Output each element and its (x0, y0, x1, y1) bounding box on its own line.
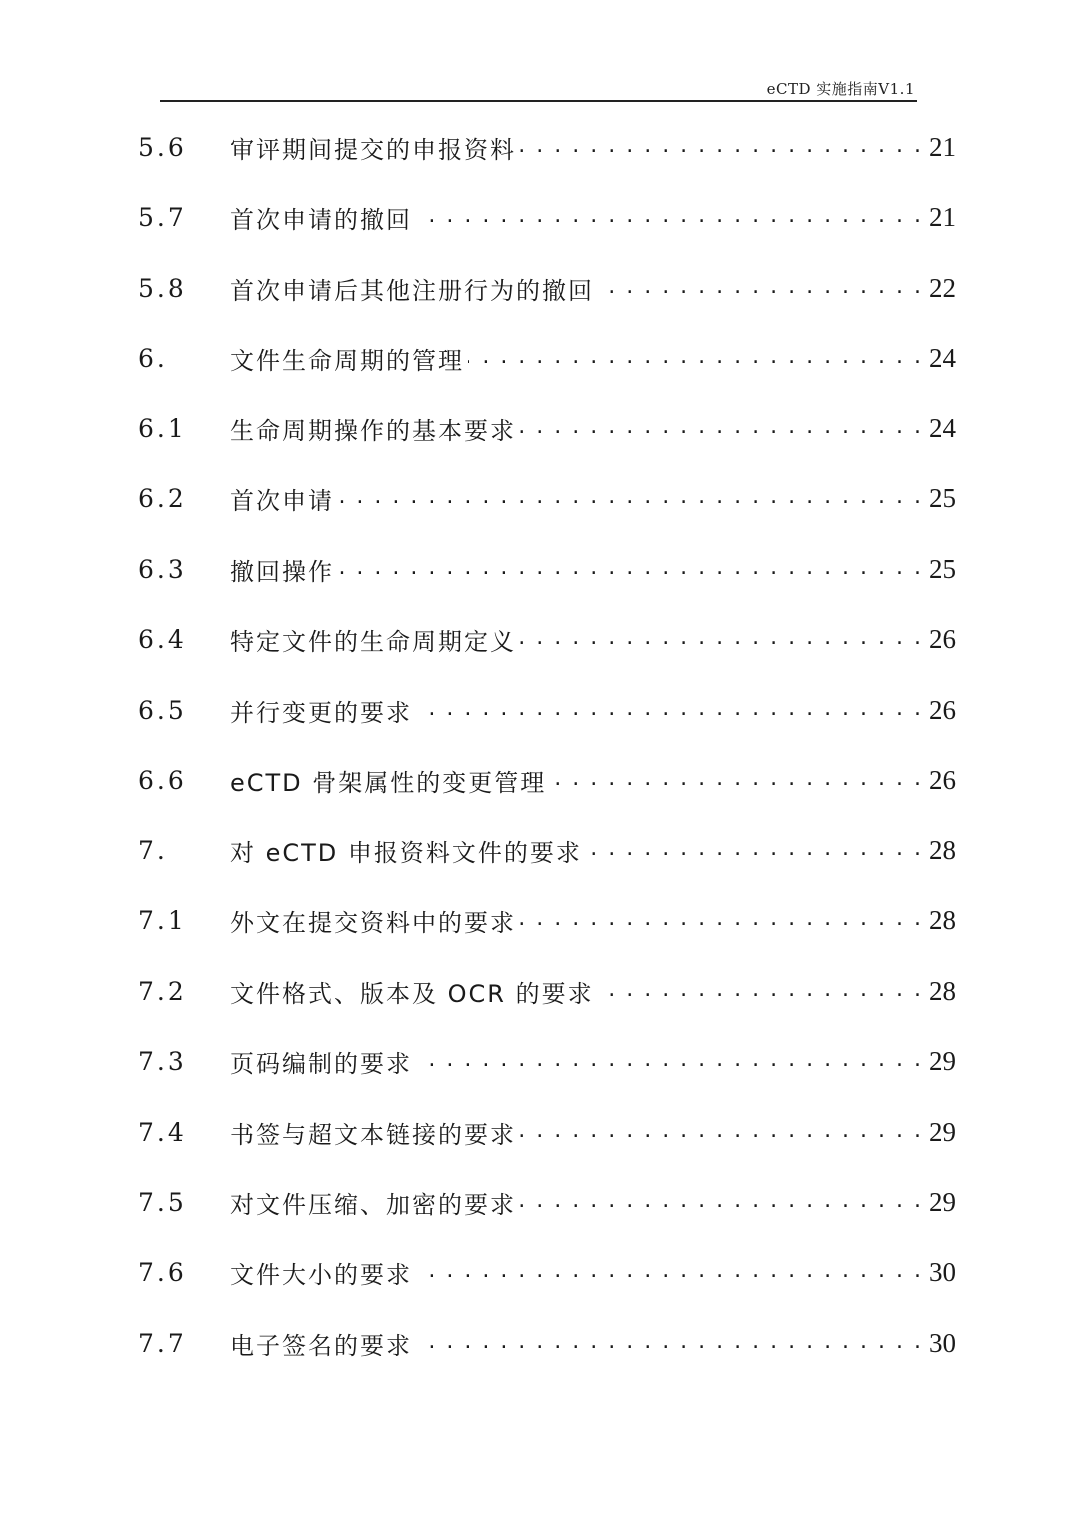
toc-entry[interactable] (138, 478, 956, 518)
toc-entry-number: 7.7 (138, 1328, 187, 1358)
toc-entry[interactable] (138, 900, 956, 940)
toc-entry[interactable] (138, 197, 956, 237)
toc-dot-leader (520, 127, 923, 167)
toc-entry-number: 7.2 (138, 976, 187, 1006)
toc-entry[interactable] (138, 1182, 956, 1222)
toc-dot-leader (416, 1252, 923, 1292)
toc-entry-number: 6.1 (138, 413, 187, 443)
toc-entry-title: 文件大小的要求 (230, 1260, 412, 1289)
toc-entry-number: 6.2 (138, 483, 187, 513)
toc-entry-number: 6.3 (138, 554, 187, 584)
toc-entry-page: 29 (929, 1045, 956, 1076)
toc-entry[interactable] (138, 1252, 956, 1292)
toc-entry-number: 6. (138, 343, 168, 373)
toc-entry[interactable] (138, 760, 956, 800)
toc-dot-leader (520, 1182, 923, 1222)
toc-entry[interactable] (138, 1323, 956, 1363)
toc-entry-title: 文件格式、版本及 OCR 的要求 (230, 979, 594, 1008)
toc-entry-number: 5.7 (138, 202, 187, 232)
toc-dot-leader (468, 338, 923, 378)
toc-entry-title: eCTD 骨架属性的变更管理 (230, 768, 547, 797)
toc-dot-leader (520, 619, 923, 659)
toc-entry-page: 25 (929, 553, 956, 584)
toc-entry-title: 特定文件的生命周期定义 (230, 627, 516, 656)
toc-entry-page: 21 (929, 201, 956, 232)
toc-dot-leader (338, 478, 923, 518)
toc-entry[interactable] (138, 268, 956, 308)
toc-entry-title: 审评期间提交的申报资料 (230, 135, 516, 164)
toc-entry[interactable] (138, 1112, 956, 1152)
toc-entry-page: 26 (929, 694, 956, 725)
toc-entry[interactable] (138, 127, 956, 167)
toc-entry-number: 7.1 (138, 905, 187, 935)
toc-entry-title: 书签与超文本链接的要求 (230, 1120, 516, 1149)
toc-entry-page: 30 (929, 1327, 956, 1358)
toc-entry-title: 对文件压缩、加密的要求 (230, 1190, 516, 1219)
toc-dot-leader (520, 408, 923, 448)
toc-entry-title: 首次申请的撤回 (230, 205, 412, 234)
toc-entry-number: 7.3 (138, 1046, 187, 1076)
toc-entry-number: 5.8 (138, 273, 187, 303)
toc-entry-page: 22 (929, 272, 956, 303)
header-rule (160, 100, 917, 102)
toc-entry-title: 对 eCTD 申报资料文件的要求 (230, 838, 582, 867)
toc-entry-page: 21 (929, 131, 956, 162)
toc-entry-page: 28 (929, 975, 956, 1006)
toc-dot-leader (598, 971, 923, 1011)
toc-entry-number: 7. (138, 835, 168, 865)
toc-entry-number: 7.5 (138, 1187, 187, 1217)
toc-entry-number: 7.6 (138, 1257, 187, 1287)
toc-entry-title: 并行变更的要求 (230, 698, 412, 727)
toc-entry-page: 29 (929, 1116, 956, 1147)
toc-entry-page: 28 (929, 834, 956, 865)
toc-entry-title: 文件生命周期的管理 (230, 346, 464, 375)
toc-entry-title: 首次申请 (230, 486, 334, 515)
toc-entry-title: 生命周期操作的基本要求 (230, 416, 516, 445)
toc-entry-title: 外文在提交资料中的要求 (230, 908, 516, 937)
toc-dot-leader (520, 900, 923, 940)
toc-entry[interactable] (138, 971, 956, 1011)
toc-dot-leader (586, 830, 923, 870)
toc-entry-title: 撤回操作 (230, 557, 334, 586)
toc-entry-page: 26 (929, 623, 956, 654)
toc-entry-title: 电子签名的要求 (230, 1331, 412, 1360)
toc-entry[interactable] (138, 549, 956, 589)
toc-dot-leader (550, 760, 923, 800)
toc-dot-leader (416, 1323, 923, 1363)
toc-entry-page: 24 (929, 342, 956, 373)
running-header: eCTD 实施指南V1.1 (766, 80, 915, 98)
toc-entry[interactable] (138, 338, 956, 378)
toc-dot-leader (416, 690, 923, 730)
toc-entry-page: 29 (929, 1186, 956, 1217)
toc-dot-leader (416, 1041, 923, 1081)
toc-dot-leader (520, 1112, 923, 1152)
toc-entry-number: 6.6 (138, 765, 187, 795)
toc-entry-page: 25 (929, 482, 956, 513)
toc-entry[interactable] (138, 1041, 956, 1081)
toc-dot-leader (416, 197, 923, 237)
toc-entry-title: 首次申请后其他注册行为的撤回 (230, 276, 594, 305)
toc-dot-leader (598, 268, 923, 308)
toc-entry[interactable] (138, 830, 956, 870)
toc-entry-number: 6.4 (138, 624, 187, 654)
toc-entry-number: 6.5 (138, 695, 187, 725)
toc-entry-title: 页码编制的要求 (230, 1049, 412, 1078)
toc-entry-page: 26 (929, 764, 956, 795)
toc-dot-leader (338, 549, 923, 589)
toc-entry[interactable] (138, 619, 956, 659)
toc-entry[interactable] (138, 408, 956, 448)
toc-entry[interactable] (138, 690, 956, 730)
toc-entry-number: 7.4 (138, 1117, 187, 1147)
toc-entry-page: 30 (929, 1256, 956, 1287)
toc-entry-page: 24 (929, 412, 956, 443)
toc-entry-number: 5.6 (138, 132, 187, 162)
toc-entry-page: 28 (929, 904, 956, 935)
